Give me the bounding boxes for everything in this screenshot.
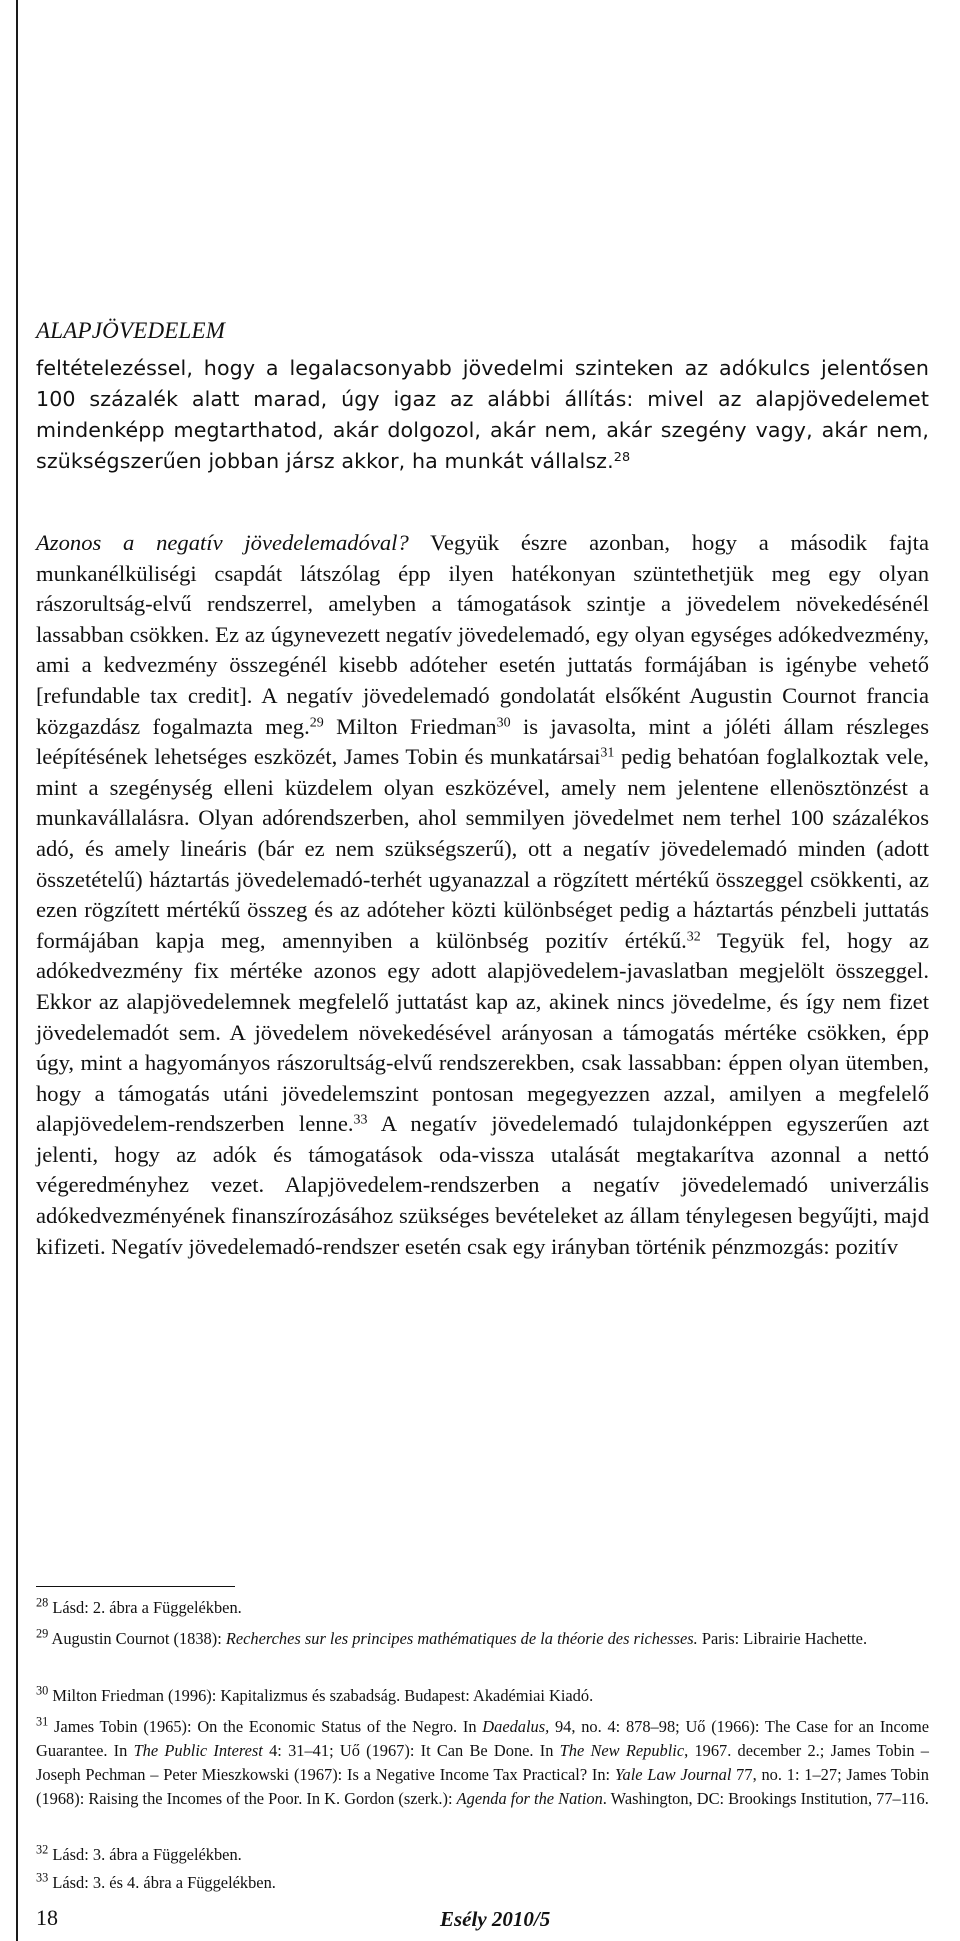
footnote-text: 4: 31–41; Uő (1967): It Can Be Done. In: [262, 1741, 560, 1760]
paragraph-2: [36, 528, 929, 1262]
book-title: Recherches sur les principes mathématiques de la théorie des richesses.: [225, 1629, 698, 1648]
footnote-text: 77, no. 1: 1–27; James Tobin (1968): Raising the Incomes of the Poor. In K. Gordon (szerk.):: [36, 1765, 929, 1808]
journal-title: The New Republic: [559, 1741, 685, 1760]
footnote-text: , 1967. december 2.; James Tobin – Joseph Pechman – Peter Mieszkowski (1967): Is a Negative Income Tax Practical? In:: [36, 1741, 929, 1784]
footnote-number: 31: [36, 1714, 49, 1729]
footnote-text: . Washington, DC: Brookings Institution, 77–116.: [602, 1789, 929, 1808]
footnote-text: Lásd: 3. és 4. ábra a Függelékben.: [52, 1873, 276, 1892]
footnote-text: James Tobin (1965): On the Economic Status of the Negro. In: [54, 1717, 483, 1736]
footnote-text: Augustin Cournot (1838):: [51, 1629, 226, 1648]
footnote-31: [36, 1715, 929, 1811]
footnote-ref-33[interactable]: 33: [353, 1112, 368, 1128]
footnote-ref-28[interactable]: 28: [613, 449, 631, 465]
footnote-ref-29[interactable]: 29: [309, 714, 324, 730]
footnote-ref-30[interactable]: 30: [496, 714, 511, 730]
paragraph-1-text: feltételezéssel, hogy a legalacsonyabb jövedelmi szinteken az adókulcs jelentősen 100 százalék alatt marad, úgy igaz az alábbi állítás: mivel az alapjövedelemet mindenképp megtarthatod, akár dolgozol, akár nem, akár szegény vagy, akár nem, szükségszerűen jobban jársz akkor, ha munkát vállalsz.: [36, 356, 929, 473]
footnote-number: 33: [36, 1870, 49, 1885]
footnote-29: [36, 1627, 929, 1651]
footnote-ref-32[interactable]: 32: [686, 929, 701, 945]
book-title: Agenda for the Nation: [456, 1789, 603, 1808]
footnote-text: 94, no. 4: 878–98; Uő (1966): The Case for an Income Guarantee. In: [36, 1717, 930, 1760]
footnote-28: [36, 1596, 929, 1620]
journal-title: Daedalus,: [482, 1717, 550, 1736]
left-margin-rule: [16, 0, 18, 1941]
paragraph-2-text-2: Milton Friedman: [323, 713, 497, 739]
journal-title: The Public Interest: [133, 1741, 263, 1760]
paragraph-2-text-1: Vegyük észre azonban, hogy a második fajta munkanélküliségi csapdát látszólag épp ilyen hatékonyan szüntethetjük meg egy olyan rászorultság-elvű rendszerrel, amelyben a támogatások szintje a jövedelem növekedésénél lassabban csökken. Ez az úgynevezett negatív jövedelemadó, egy olyan egységes adókedvezmény, ami a kedvezmény összegénél kisebb adóteher esetén juttatás formájában is igénybe vehető [refundable tax credit]. A negatív jövedelemadó gondolatát elsőként Augustin Cournot francia közgazdász fogalmazta meg.: [36, 530, 929, 739]
section-lead-in: Azonos a negatív jövedelemadóval?: [36, 530, 409, 555]
footnote-33: [36, 1871, 929, 1895]
paragraph-2-text-4: pedig behatóan foglalkoztak vele, mint a szegénység elleni küzdelem olyan eszközével, amely nem jelentene ellenösztönzést a munkavállalásra. Olyan adórendszerben, ahol semmilyen jövedelmet nem terhel 100 százalékos adó, és amely lineáris (bár ez nem szükségszerű), ott a negatív jövedelemadó minden (adott összetételű) háztartás jövedelemadó-terhét ugyanazzal a rögzített mértékű összeggel csökkenti, az ezen rögzített mértékű összeg és az adóteher közti különbséget pedig a háztartás pénzbeli juttatás formájában kapja meg, amennyiben a különbség pozitív értékű.: [36, 744, 929, 953]
footnote-separator: [36, 1586, 235, 1587]
footnote-30: [36, 1684, 929, 1708]
paragraph-1: [36, 353, 929, 477]
footnote-number: 28: [36, 1595, 49, 1610]
footnote-text: Paris: Librairie Hachette.: [697, 1629, 868, 1648]
footnote-number: 30: [36, 1683, 49, 1698]
paragraph-2-text-5: Tegyük fel, hogy az adókedvezmény fix mértéke azonos egy adott alapjövedelem-javaslatban megjelölt összeggel. Ekkor az alapjövedelemnek megfelelő juttatást kap az, akinek nincs jövedelme, és így nem fizet jövedelemadót sem. A jövedelem növekedésével arányosan a támogatás mértéke csökken, épp úgy, mint a hagyományos rászorultság-elvű rendszerekben, csak lassabban: éppen olyan ütemben, hogy a támogatás utáni jövedelemszint pontosan megegyezzen azzal, amilyen a megfelelő alapjövedelem-rendszerben lenne.: [36, 927, 929, 1137]
footnote-number: 32: [36, 1842, 49, 1857]
footnote-ref-31[interactable]: 31: [600, 745, 615, 761]
paragraph-2-text-3: is javasolta, mint a jóléti állam részleges leépítésének lehetséges eszközét, James Tobin és munkatársai: [36, 713, 929, 770]
footnote-text: Milton Friedman (1996): Kapitalizmus és szabadság. Budapest: Akadémiai Kiadó.: [52, 1686, 594, 1705]
journal-title: Yale Law Journal: [614, 1765, 732, 1784]
running-header: ALAPJÖVEDELEM: [36, 318, 226, 343]
page-number: 18: [36, 1905, 58, 1930]
journal-footer: Esély 2010/5: [440, 1907, 551, 1931]
paragraph-2-text-6: A negatív jövedelemadó tulajdonképpen egyszerűen azt jelenti, hogy az adók és támogatások oda-vissza utalását megtakarítva azonnal a nettó végeredményhez vezet. Alapjövedelem-rendszerben a negatív jövedelemadó univerzális adókedvezményének finanszírozásához szükséges bevételeket az állam ténylegesen begyűjti, majd kifizeti. Negatív jövedelemadó-rendszer esetén csak egy irányban történik pénzmozgás: pozitív: [36, 1111, 930, 1259]
footnote-32: [36, 1843, 929, 1867]
footnote-number: 29: [36, 1626, 49, 1641]
footnote-text: Lásd: 3. ábra a Függelékben.: [52, 1845, 242, 1864]
footnote-text: Lásd: 2. ábra a Függelékben.: [52, 1598, 242, 1617]
